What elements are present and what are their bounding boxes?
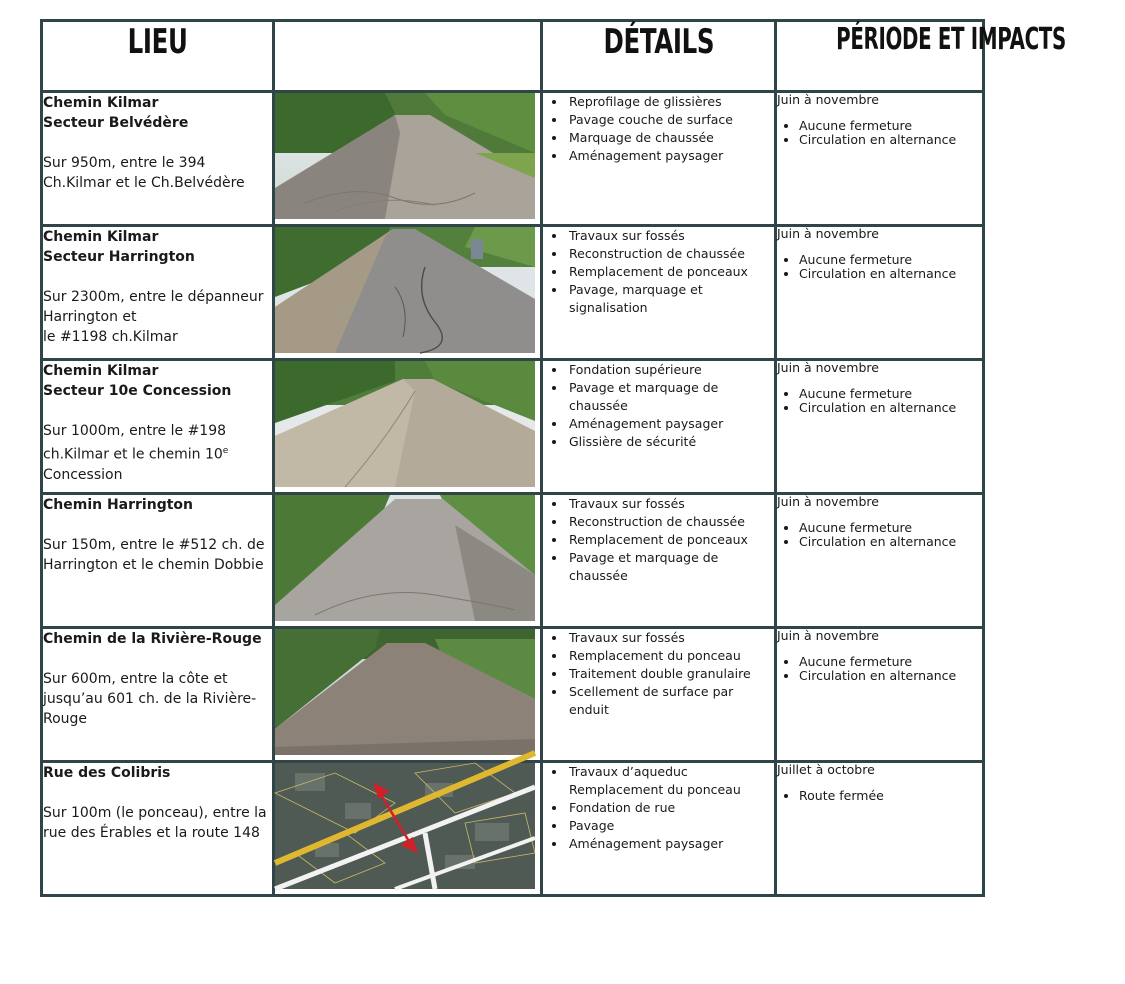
lieu-cell: [42, 494, 274, 628]
periode-cell: [776, 494, 984, 628]
lieu-cell: [42, 628, 274, 762]
impacts-list: [777, 387, 982, 415]
list-item-text: Travaux d’aqueduc: [569, 764, 688, 779]
lieu-desc-line: Sur 1000m, entre le #198: [43, 423, 227, 439]
lieu-desc-line: Harrington et le chemin Dobbie: [43, 557, 264, 573]
list-item: • Aucune fermeture: [799, 253, 982, 267]
list-item: • Reconstruction de chaussée: [567, 245, 774, 263]
header-row: [42, 21, 984, 92]
list-item: • Circulation en alternance: [799, 401, 982, 415]
list-item: • Travaux sur fossés: [567, 629, 774, 647]
list-item: • Pavage: [567, 817, 774, 835]
details-list: [543, 495, 774, 585]
photo-cell: [274, 226, 542, 360]
lieu-description: [43, 803, 272, 843]
road-photo-icon: [275, 227, 535, 353]
lieu-title: [43, 227, 272, 267]
period-text: Juin à novembre: [777, 360, 879, 375]
photo-cell: [274, 92, 542, 226]
lieu-desc-text: ch.Kilmar et le chemin 10: [43, 446, 223, 463]
table-row: [42, 628, 984, 762]
road-photo-icon: [275, 93, 535, 219]
lieu-description: [43, 421, 272, 485]
impacts-list: [777, 789, 982, 803]
list-item: • Aucune fermeture: [799, 521, 982, 535]
period-text: Juin à novembre: [777, 494, 879, 509]
photo-cell: [274, 360, 542, 494]
works-table: [40, 19, 1066, 897]
lieu-desc-line: Concession: [43, 466, 123, 483]
header-image: [274, 21, 542, 92]
lieu-cell: [42, 360, 274, 494]
lieu-title-line: Chemin Harrington: [43, 497, 194, 513]
list-item: • Pavage, marquage et signalisation: [567, 281, 774, 317]
header-lieu-label: LIEU: [127, 22, 188, 62]
list-item: • Remplacement du ponceau: [567, 647, 774, 665]
lieu-cell: [42, 92, 274, 226]
details-cell: [542, 92, 776, 226]
road-photo-icon: [275, 629, 535, 755]
details-cell: [542, 226, 776, 360]
list-item: • Pavage et marquage de chaussée: [567, 549, 774, 585]
lieu-desc-line: Sur 600m, entre la côte et: [43, 671, 228, 687]
list-item: • Scellement de surface par enduit: [567, 683, 774, 719]
impacts-list: [777, 521, 982, 549]
lieu-title-line: Chemin Kilmar: [43, 363, 159, 379]
list-item: • Route fermée: [799, 789, 982, 803]
list-item: • Aucune fermeture: [799, 655, 982, 669]
lieu-cell: [42, 226, 274, 360]
lieu-desc-line: Sur 100m (le ponceau), entre la: [43, 805, 267, 821]
photo-cell: [274, 628, 542, 762]
impacts-list: [777, 119, 982, 147]
header-details: [542, 21, 776, 92]
list-item: • Fondation de rue: [567, 799, 774, 817]
lieu-desc-line: [43, 441, 272, 465]
lieu-description: [43, 287, 272, 347]
list-item: • Reprofilage de glissières: [567, 93, 774, 111]
details-cell: [542, 628, 776, 762]
list-item: • Reconstruction de chaussée: [567, 513, 774, 531]
periode-cell: [776, 628, 984, 762]
lieu-title-line: Chemin de la Rivière-Rouge: [43, 631, 262, 647]
lieu-title-line: Rue des Colibris: [43, 765, 171, 781]
lieu-title: [43, 763, 272, 783]
header-lieu: [42, 21, 274, 92]
table-row: [42, 226, 984, 360]
lieu-description: [43, 535, 272, 575]
list-item: Remplacement du ponceau: [569, 782, 741, 797]
list-item: • Aucune fermeture: [799, 119, 982, 133]
details-list: [543, 93, 774, 165]
road-photo-icon: [275, 361, 535, 487]
list-item: • Travaux sur fossés: [567, 227, 774, 245]
periode-cell: [776, 360, 984, 494]
lieu-title-line: Secteur 10e Concession: [43, 383, 232, 399]
list-item: • Aménagement paysager: [567, 835, 774, 853]
details-cell: [542, 360, 776, 494]
list-item: • Marquage de chaussée: [567, 129, 774, 147]
periode-cell: [776, 226, 984, 360]
lieu-title-line: Secteur Harrington: [43, 249, 195, 265]
lieu-title: [43, 495, 272, 515]
lieu-desc-line: Ch.Kilmar et le Ch.Belvédère: [43, 175, 245, 191]
list-item: • Pavage couche de surface: [567, 111, 774, 129]
lieu-cell: [42, 762, 274, 896]
list-item: • Circulation en alternance: [799, 669, 982, 683]
list-item: [567, 763, 774, 781]
impacts-list: [777, 253, 982, 281]
list-item: • Circulation en alternance: [799, 267, 982, 281]
list-item: • Remplacement de ponceaux: [567, 263, 774, 281]
lieu-title-line: Chemin Kilmar: [43, 95, 159, 111]
list-item: • Glissière de sécurité: [567, 433, 774, 451]
list-item: • Aucune fermeture: [799, 387, 982, 401]
superscript: e: [222, 446, 229, 456]
list-item: • Traitement double granulaire: [567, 665, 774, 683]
impacts-list: [777, 655, 982, 683]
lieu-title-line: Secteur Belvédère: [43, 115, 189, 131]
list-item: • Aménagement paysager: [567, 147, 774, 165]
period-text: Juin à novembre: [777, 92, 879, 107]
lieu-desc-line: Harrington et: [43, 309, 137, 325]
list-item: • Travaux sur fossés: [567, 495, 774, 513]
lieu-title-line: Chemin Kilmar: [43, 229, 159, 245]
details-cell: [542, 762, 776, 896]
lieu-description: [43, 153, 272, 193]
list-item: • Remplacement de ponceaux: [567, 531, 774, 549]
photo-cell: [274, 494, 542, 628]
aerial-map-icon: [275, 763, 535, 889]
header-details-label: DÉTAILS: [603, 22, 714, 62]
lieu-title: [43, 361, 272, 401]
list-item: • Circulation en alternance: [799, 133, 982, 147]
details-list: [543, 227, 774, 317]
lieu-description: [43, 669, 272, 729]
list-item: • Aménagement paysager: [567, 415, 774, 433]
header-periode: [776, 21, 1066, 92]
lieu-desc-line: Rouge: [43, 711, 88, 727]
details-list: [543, 361, 774, 451]
list-item: • Pavage et marquage de chaussée: [567, 379, 774, 415]
details-cell: [542, 494, 776, 628]
list-item: • Fondation supérieure: [567, 361, 774, 379]
list-item: • Circulation en alternance: [799, 535, 982, 549]
lieu-title: [43, 93, 272, 133]
table-row: [42, 494, 984, 628]
lieu-desc-line: rue des Érables et la route 148: [43, 825, 260, 841]
lieu-title: [43, 629, 272, 649]
road-photo-icon: [275, 495, 535, 621]
table-row: [42, 360, 984, 494]
photo-cell: [274, 762, 542, 896]
period-text: Juillet à octobre: [777, 762, 875, 777]
lieu-desc-line: Sur 150m, entre le #512 ch. de: [43, 537, 265, 553]
lieu-desc-line: jusqu’au 601 ch. de la Rivière-: [43, 691, 257, 707]
header-periode-label: PÉRIODE ET IMPACTS: [836, 22, 1066, 57]
table-row: [42, 762, 984, 896]
table-row: [42, 92, 984, 226]
lieu-desc-line: Sur 2300m, entre le dépanneur: [43, 289, 264, 305]
period-text: Juin à novembre: [777, 628, 879, 643]
details-list: [543, 763, 774, 853]
periode-cell: [776, 762, 984, 896]
lieu-desc-line: Sur 950m, entre le 394: [43, 155, 206, 171]
lieu-desc-line: le #1198 ch.Kilmar: [43, 329, 178, 345]
periode-cell: [776, 92, 984, 226]
period-text: Juin à novembre: [777, 226, 879, 241]
details-list: [543, 629, 774, 719]
